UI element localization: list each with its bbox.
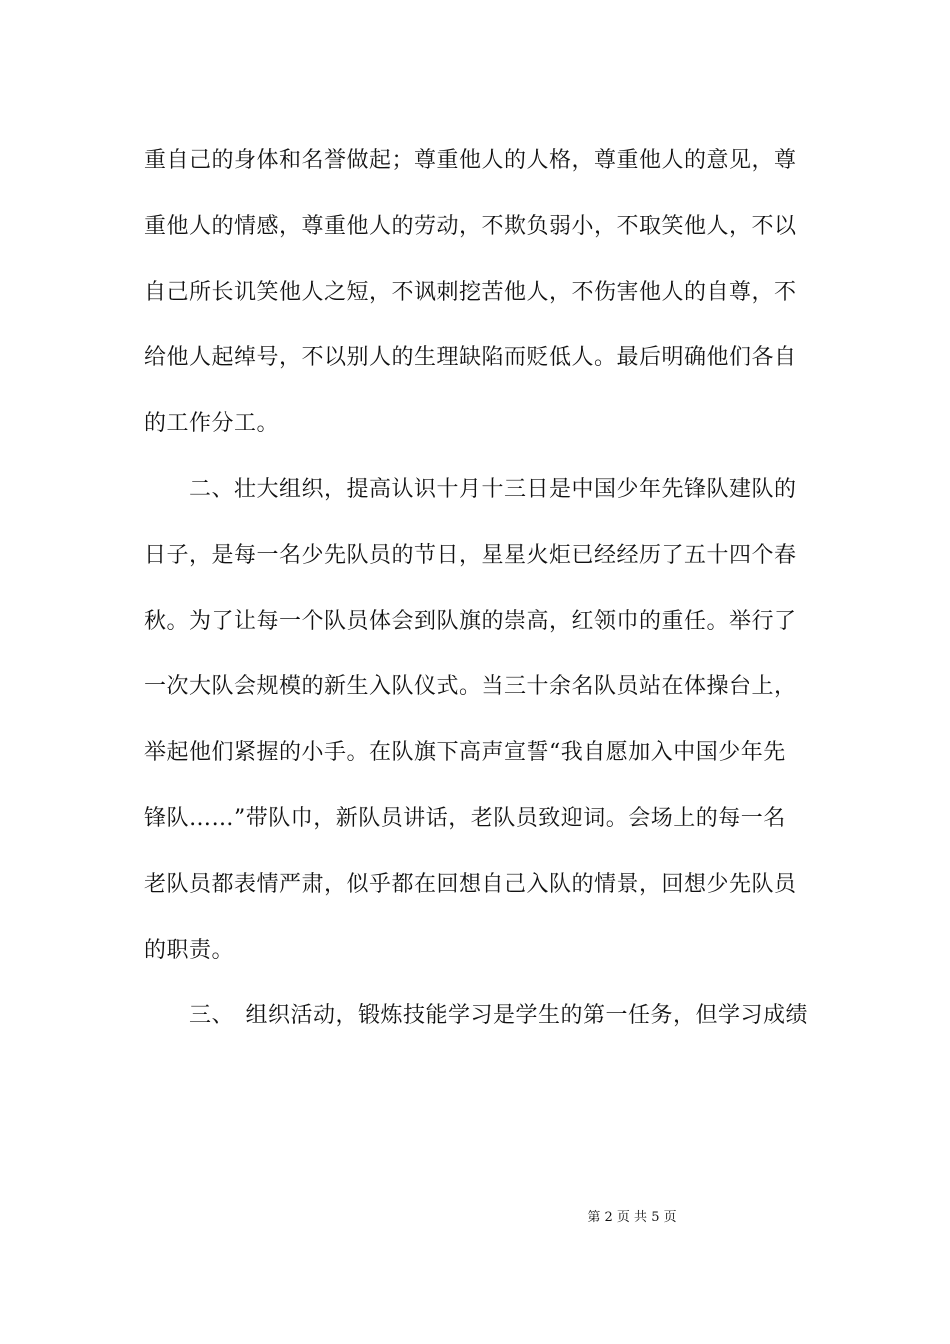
text-line: 的工作分工。: [144, 411, 280, 437]
text-line: 重自己的身体和名誉做起；尊重他人的人格，尊重他人的意见，尊: [144, 148, 797, 173]
text-line: 给他人起绰号，不以别人的生理缺陷而贬低人。最后明确他们各自: [144, 345, 797, 371]
text-line: 老队员都表情严肃，似乎都在回想自己入队的情景，回想少先队员: [144, 871, 797, 897]
text-line: 秋。为了让每一个队员体会到队旗的崇高，红领巾的重任。举行了: [144, 608, 797, 634]
body-text: [144, 128, 808, 1049]
text-line: 锋队……”带队巾，新队员讲话，老队员致迎词。会场上的每一名: [144, 805, 786, 831]
text-line: 一次大队会规模的新生入队仪式。当三十余名队员站在体操台上，: [144, 674, 797, 700]
text-line: 二、壮大组织，提高认识十月十三日是中国少年先锋队建队的: [144, 476, 797, 502]
text-line: 的职责。: [144, 937, 235, 963]
text-line: 自己所长讥笑他人之短，不讽刺挖苦他人，不伤害他人的自尊，不: [144, 279, 797, 305]
text-line: 重他人的情感，尊重他人的劳动，不欺负弱小，不取笑他人，不以: [144, 213, 797, 239]
text-line: 日子，是每一名少先队员的节日，星星火炬已经经历了五十四个春: [144, 542, 797, 568]
text-line: 三、 组织活动，锻炼技能学习是学生的第一任务，但学习成绩: [144, 1003, 809, 1029]
text-line: 举起他们紧握的小手。在队旗下高声宣誓“我自愿加入中国少年先: [144, 740, 786, 766]
page-number: 第 2 页 共 5 页: [587, 1210, 677, 1225]
page-footer: [0, 1208, 950, 1228]
